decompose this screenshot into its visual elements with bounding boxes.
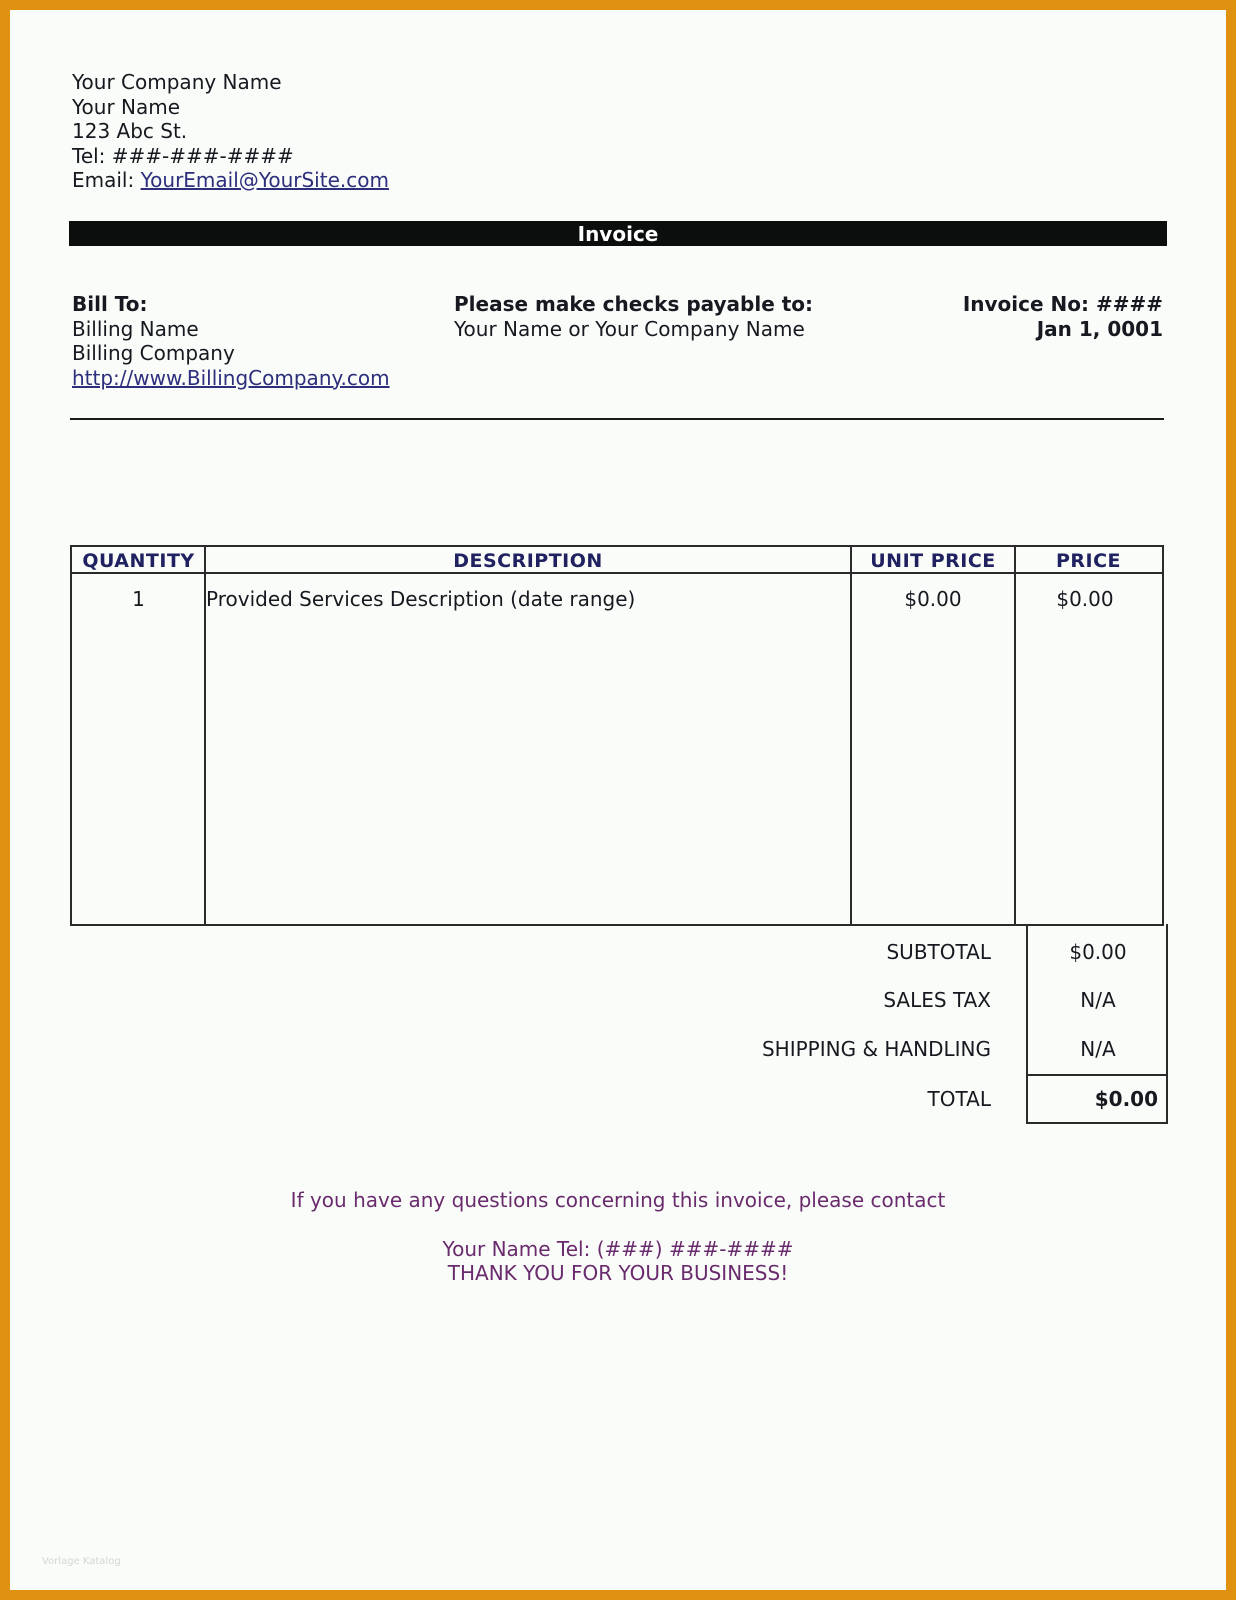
bill-to-block [72,292,390,390]
payable-value: Your Name or Your Company Name [454,316,805,341]
divider-rule [70,418,1164,420]
total-value: $0.00 [1094,1087,1158,1111]
invoice-page [10,10,1226,1590]
sender-email-link[interactable]: YourEmail@YourSite.com [140,168,389,192]
sender-name: Your Name [72,94,181,119]
row-price: $0.00 [1056,587,1114,611]
sender-email-row [72,168,389,193]
footer-question: If you have any questions concerning this invoice, please contact [290,1188,946,1212]
row-quantity: 1 [132,587,145,611]
row-description: Provided Services Description (date range) [206,587,636,611]
sales-tax-label: SALES TAX [883,988,991,1012]
billing-url-link[interactable]: http://www.BillingCompany.com [72,365,390,390]
header-description: DESCRIPTION [453,550,603,572]
invoice-meta [963,292,1163,341]
footer-contact: Your Name Tel: (###) ###-#### [442,1237,794,1261]
invoice-title-banner: Invoice [69,221,1167,246]
row-unit-price: $0.00 [904,587,962,611]
billing-company: Billing Company [72,341,235,365]
header-quantity: QUANTITY [82,550,195,572]
invoice-date: Jan 1, 0001 [1036,316,1163,341]
line-items-table [70,545,1164,926]
footer-thanks: THANK YOU FOR YOUR BUSINESS! [447,1261,789,1285]
total-label: TOTAL [927,1087,991,1111]
payable-heading: Please make checks payable to: [454,292,814,316]
subtotal-value: $0.00 [1069,940,1127,964]
header-price: PRICE [1055,550,1122,572]
subtotal-label: SUBTOTAL [886,940,991,964]
bill-to-heading: Bill To: [72,292,148,316]
shipping-value: N/A [1080,1037,1116,1061]
sender-email-label: Email: [72,168,141,192]
sales-tax-value: N/A [1080,988,1116,1012]
header-unit-price: UNIT PRICE [870,550,996,572]
payable-block [454,292,813,341]
sender-company: Your Company Name [72,70,282,94]
sender-block [72,70,389,193]
sender-tel: Tel: ###-###-#### [72,143,294,168]
billing-name: Billing Name [72,316,199,341]
watermark: Vorlage Katalog [42,1556,121,1567]
shipping-label: SHIPPING & HANDLING [761,1037,991,1061]
invoice-number: Invoice No: #### [962,292,1163,316]
sender-address: 123 Abc St. [72,119,188,143]
